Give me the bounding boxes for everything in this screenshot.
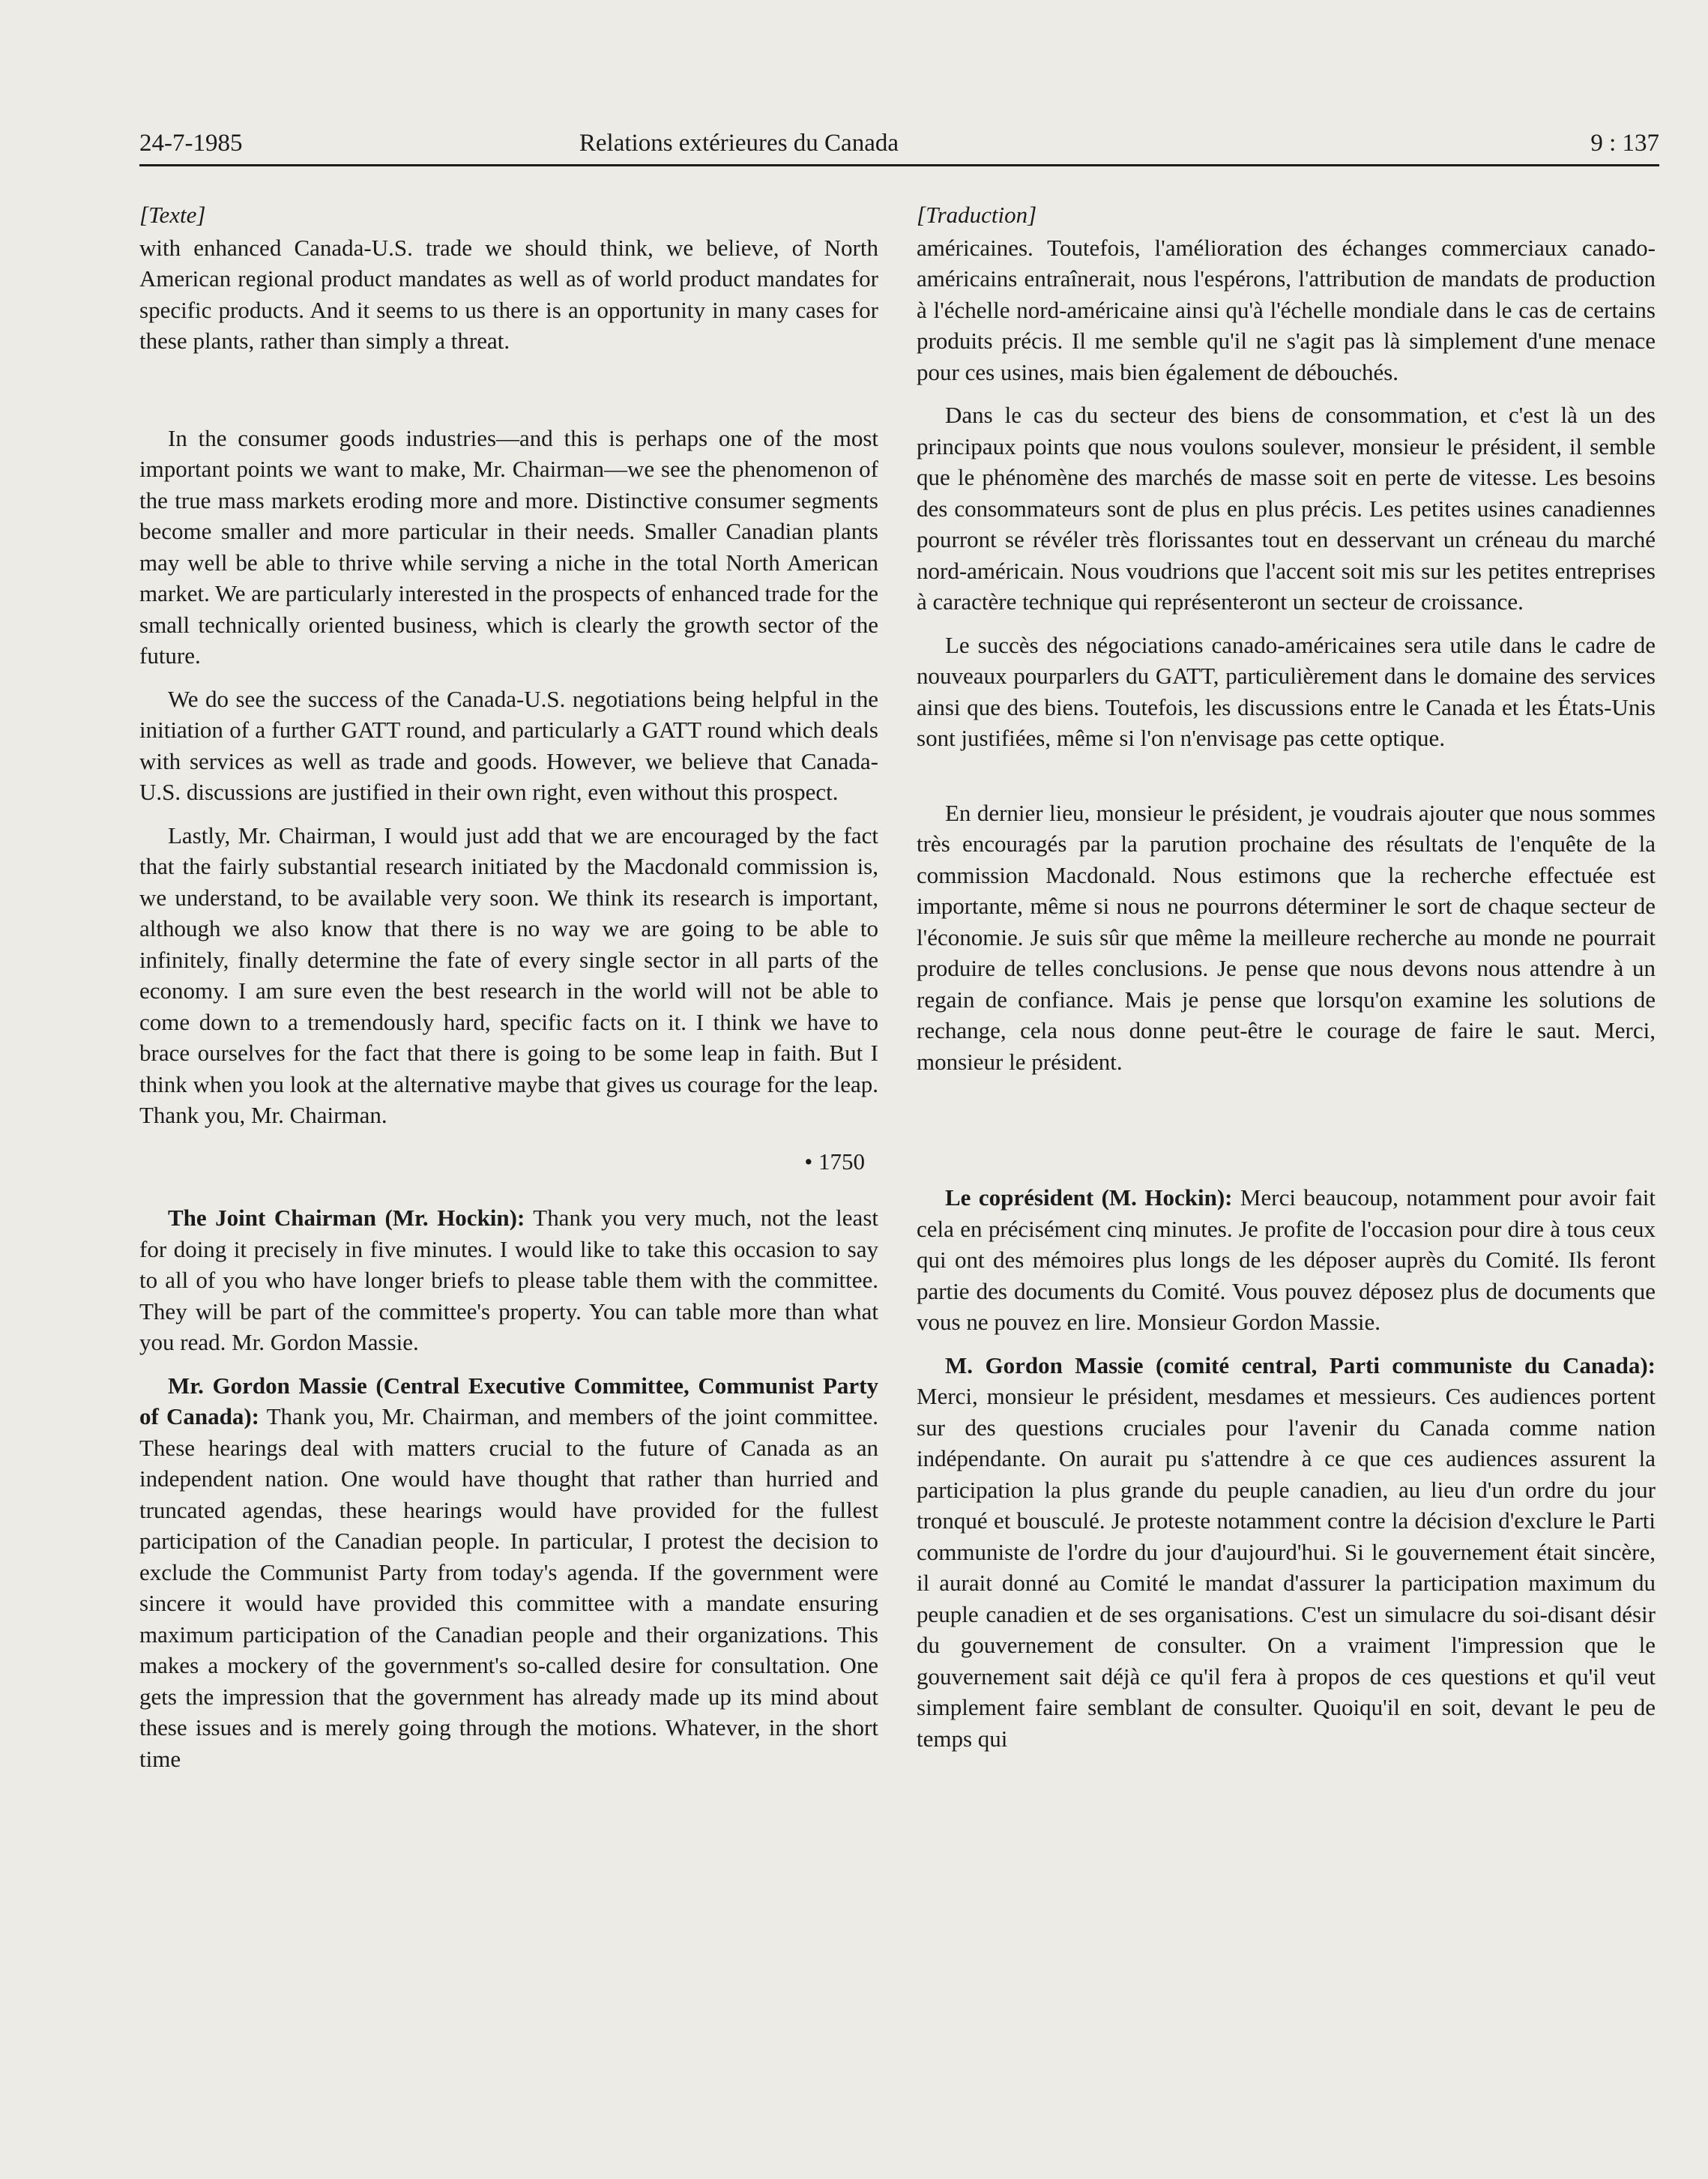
running-header bbox=[139, 126, 1659, 160]
french-column-label: [Traduction] bbox=[917, 202, 1037, 228]
french-paragraph-5 bbox=[917, 1182, 1656, 1338]
french-paragraph-2: Dans le cas du secteur des biens de consommation, et c'est là un des principaux points que nous voulons soulever, monsieur le président, il semble que le phénomène des marchés de masse soit en perte de vitesse. Les besoins des consommateurs sont de plus en plus précis. Les petites usines canadiennes pourront se révéler très florissantes tout en desservant un créneau du marché nord-américain. Nous voudrions que l'accent soit mis sur les petites entreprises à caractère technique qui représenteront un secteur de croissance. bbox=[917, 402, 1656, 615]
english-column bbox=[139, 199, 878, 1774]
french-column bbox=[917, 199, 1656, 1754]
speaker-name: M. Gordon Massie (comité central, Parti communiste du Canada): bbox=[945, 1351, 1656, 1378]
speech-text: Thank you, Mr. Chairman, and members of the joint committee. These hearings deal with matters crucial to the future of Canada as an independent nation. One would have thought that rather than hurried and truncated agendas, these hearings would have provided for the fullest participation of the Canadian people. In particular, I protest the decision to exclude the Communist Party from today's agenda. If the government were sincere it would have provided this committee with a mandate ensuring maximum participation of the Canadian people and their organizations. This makes a mockery of the government's so-called desire for consultation. One gets the impression that the government has already made up its mind about these issues and is merely going through the motions. Whatever, in the short time bbox=[139, 1403, 878, 1772]
french-paragraph-1: américaines. Toutefois, l'amélioration des échanges commerciaux canado-américains entraînerait, nous l'espérons, l'attribution de mandats de production à l'échelle nord-américaine ainsi qu'à l'échelle mondiale dans le cas de certains produits précis. Il me semble qu'il ne s'agit pas là simplement d'une menace pour ces usines, mais bien également de débouchés. bbox=[917, 234, 1656, 385]
english-paragraph-6 bbox=[139, 1370, 878, 1775]
header-rule bbox=[139, 164, 1659, 166]
header-page-number: 9 : 137 bbox=[1590, 130, 1659, 157]
english-paragraph-2: In the consumer goods industries—and this is perhaps one of the most important points we want to make, Mr. Chairman—we see the phenomenon of the true mass markets eroding more and more. Distinctive consumer segments become smaller and more particular in their needs. Smaller Canadian plants may well be able to thrive while serving a niche in the total North American market. We are particularly interested in the prospects of enhanced trade for the small technically oriented business, which is clearly the growth sector of the future. bbox=[139, 424, 878, 669]
french-paragraph-6 bbox=[917, 1350, 1656, 1755]
speech-text: Merci, monsieur le président, mesdames et messieurs. Ces audiences portent sur des questions cruciales pour l'avenir du Canada comme nation indépendante. On aurait pu s'attendre à ce que ces audiences assurent la participation la plus grande du peuple canadien, au lieu d'un ordre du jour tronqué et bousculé. Je proteste notamment contre la décision d'exclure le Parti communiste de l'ordre du jour d'aujourd'hui. Si le gouvernement était sincère, il aurait donné au Comité le mandat d'assurer la participation maximum du peuple canadien et de ses organisations. C'est un simulacre du soi-disant désir du gouvernement de consulter. On a vraiment l'impression que le gouvernement sait déjà ce qu'il fera à propos de ces questions et qu'il veut simplement faire semblant de consulter. Quoiqu'il en soit, devant le peu de temps qui bbox=[917, 1383, 1656, 1752]
french-paragraph-4: En dernier lieu, monsieur le président, je voudrais ajouter que nous sommes très encouragés par la parution prochaine des résultats de l'enquête de la commission Macdonald. Nous estimons que la recherche effectuée est importante, même si nous ne pourrons déterminer le sort de chaque secteur de l'économie. Je suis sûr que même la meilleure recherche au monde ne pourrait produire de telles conclusions. Je pense que nous devons nous attendre à un regain de confiance. Mais je pense que lorsqu'on examine les solutions de rechange, cela nous donne peut-être le courage de faire le saut. Merci, monsieur le président. bbox=[917, 799, 1656, 1075]
english-paragraph-1: with enhanced Canada-U.S. trade we should think, we believe, of North American regional product mandates as well as of world product mandates for specific products. And it seems to us there is an opportunity in many cases for these plants, rather than simply a threat. bbox=[139, 234, 878, 354]
english-column-label: [Texte] bbox=[139, 202, 206, 228]
english-paragraph-5 bbox=[139, 1202, 878, 1358]
speech-text: Thank you very much, not the least for doing it precisely in five minutes. I would like to take this occasion to say to all of you who have longer briefs to please table them with the committee. They will be part of the committee's property. You can table more than what you read. Mr. Gordon Massie. bbox=[139, 1205, 878, 1355]
speech-text: Merci beaucoup, notamment pour avoir fait cela en précisément cinq minutes. Je profite de l'occasion pour dire à tous ceux qui ont des mémoires plus longs de les déposer auprès du Comité. Ils feront partie des documents du Comité. Vous pouvez déposez plus de documents que vous ne pouvez en lire. Monsieur Gordon Massie. bbox=[917, 1184, 1656, 1335]
speaker-name: Mr. Gordon Massie (Central Executive Committee, Communist Party of Canada): bbox=[139, 1372, 878, 1429]
header-title: Relations extérieures du Canada bbox=[579, 130, 899, 157]
english-paragraph-4: Lastly, Mr. Chairman, I would just add that we are encouraged by the fact that the fairly substantial research initiated by the Macdonald commission is, we understand, to be available very soon. We think its research is important, although we also know that there is no way we are going to be able to infinitely, finally determine the fate of every single sector in all parts of the economy. I am sure even the best research in the world will not be able to come down to a tremendously hard, specific facts on it. I think we have to brace ourselves for the fact that there is going to be some leap in faith. But I think when you look at the alternative maybe that gives us courage for the leap. Thank you, Mr. Chairman. bbox=[139, 822, 878, 1128]
speaker-name: The Joint Chairman (Mr. Hockin): bbox=[168, 1205, 525, 1231]
timestamp-marker: • 1750 bbox=[804, 1148, 865, 1175]
french-paragraph-3: Le succès des négociations canado-américaines sera utile dans le cadre de nouveaux pourparlers du GATT, particulièrement dans le domaine des services ainsi que des biens. Toutefois, les discussions entre le Canada et les États-Unis sont justifiées, même si l'on n'envisage pas cette optique. bbox=[917, 631, 1656, 751]
english-paragraph-3: We do see the success of the Canada-U.S. negotiations being helpful in the initiation of a further GATT round, and particularly a GATT round which deals with services as well as trade and goods. However, we believe that Canada-U.S. discussions are justified in their own right, even without this prospect. bbox=[139, 685, 878, 805]
header-date: 24-7-1985 bbox=[139, 130, 243, 157]
speaker-name: Le coprésident (M. Hockin): bbox=[945, 1184, 1233, 1211]
